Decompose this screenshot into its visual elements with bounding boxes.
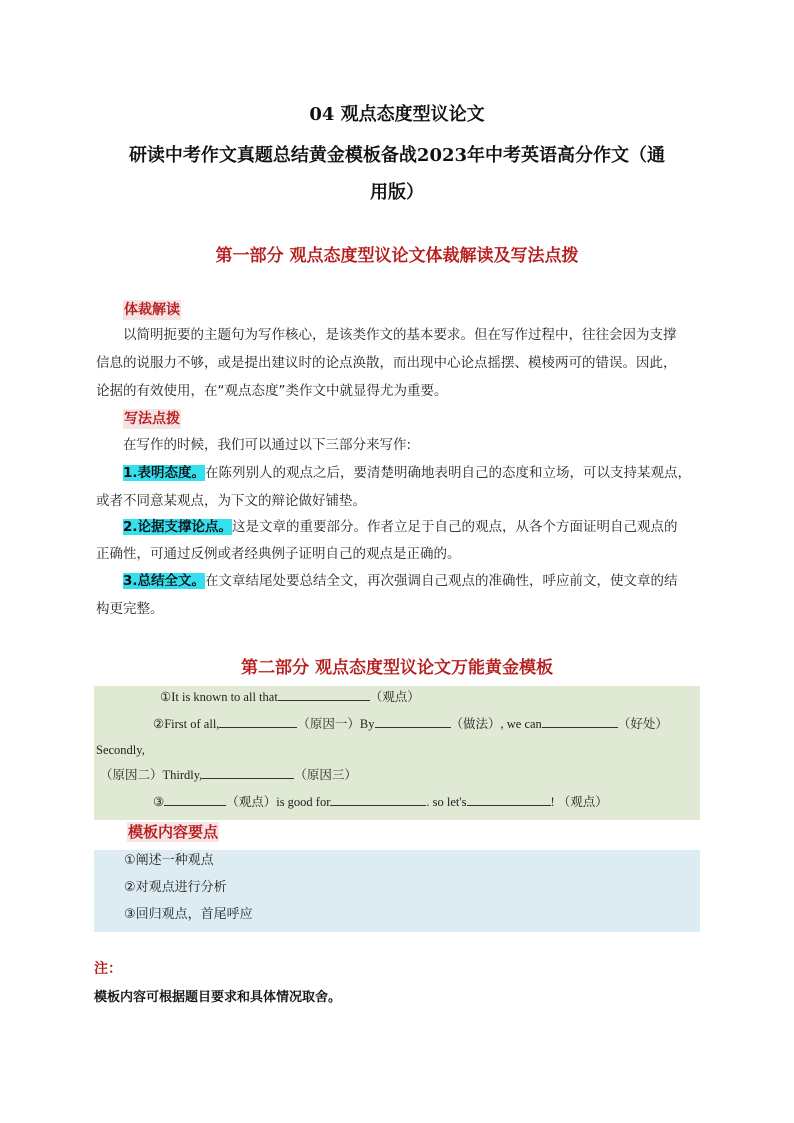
doc-title: 04 观点态度型议论文	[309, 104, 485, 125]
blank-benefit	[542, 715, 618, 728]
blank-thing	[330, 793, 426, 806]
blank-viewpoint-2	[164, 793, 226, 806]
template-l5-b: （观点）is good for	[226, 795, 331, 809]
genre-line-1: 以简明扼要的主题句为写作核心，是该类作文的基本要求。但在写作过程中，往往会因为支撑	[123, 327, 677, 343]
blank-reason-3	[202, 766, 294, 779]
tips-intro: 在写作的时候，我们可以通过以下三部分来写作:	[123, 437, 412, 453]
step-2-title: 2.论据支撑论点。	[123, 519, 233, 535]
template-line-3: Secondly,	[96, 743, 145, 757]
step-3-line-1	[123, 570, 678, 592]
step-1-text1: 在陈列别人的观点之后，要清楚明确地表明自己的态度和立场，可以支持某观点，	[205, 465, 692, 481]
template-l1-b: （观点）	[369, 690, 420, 704]
step-3-line-2: 构更完整。	[96, 601, 164, 617]
step-1-line-2: 或者不同意某观点，为下文的辩论做好铺垫。	[96, 493, 366, 509]
step-2-line-1	[123, 516, 678, 538]
genre-line-2: 信息的说服力不够，或是提出建议时的论点涣散，而出现中心论点摇摆、模棱两可的错误。因此，	[96, 355, 677, 371]
template-l4-a: （原因二）Thirdly,	[100, 768, 203, 782]
part1-heading: 第一部分 观点态度型议论文体裁解读及写法点拨	[215, 246, 579, 266]
genre-line-3: 论据的有效使用，在“观点态度”类作文中就显得尤为重要。	[96, 383, 448, 399]
template-line-4	[100, 766, 357, 784]
template-l5-c: . so let's	[426, 795, 467, 809]
blank-viewpoint-1	[278, 688, 370, 701]
key-point-3: ③回归观点，首尾呼应	[124, 907, 253, 922]
template-l2-d: （好处）	[617, 717, 668, 731]
step-1-line-1	[123, 462, 691, 484]
note-text: 模板内容可根据题目要求和具体情况取舍。	[94, 990, 342, 1005]
step-2-line-2: 正确性，可通过反例或者经典例子证明自己的观点是正确的。	[96, 546, 461, 562]
blank-method	[375, 715, 451, 728]
template-l2-c: （做法）, we can	[450, 717, 542, 731]
template-line-1	[160, 688, 420, 706]
template-l5-a: ③	[153, 795, 165, 809]
doc-subtitle-line1: 研读中考作文真题总结黄金模板备战2023年中考英语高分作文（通	[128, 145, 666, 166]
step-3-title: 3.总结全文。	[123, 573, 206, 589]
key-point-2: ②对观点进行分析	[124, 880, 227, 895]
template-line-5	[153, 793, 608, 811]
step-1-title: 1.表明态度。	[123, 465, 206, 481]
tips-label: 写法点拨	[124, 411, 180, 427]
part2-heading: 第二部分 观点态度型议论文万能黄金模板	[241, 658, 553, 678]
blank-action	[467, 793, 551, 806]
template-l4-b: （原因三）	[294, 768, 357, 782]
template-l2-a: ②First of all,	[153, 717, 220, 731]
step-3-text1: 在文章结尾处要总结全文，再次强调自己观点的准确性，呼应前文，使文章的结	[205, 573, 678, 589]
genre-label: 体裁解读	[124, 302, 180, 318]
key-points-label: 模板内容要点	[128, 823, 219, 841]
blank-reason-1	[219, 715, 297, 728]
template-l1-a: ①It is known to all that	[160, 690, 278, 704]
step-2-text1: 这是文章的重要部分。作者立足于自己的观点，从各个方面证明自己观点的	[232, 519, 678, 535]
template-l5-d: ! （观点）	[550, 795, 608, 809]
doc-subtitle-line2: 用版）	[370, 182, 424, 203]
key-point-1: ①阐述一种观点	[124, 853, 214, 868]
template-line-2	[153, 715, 668, 733]
template-l2-b: （原因一）By	[297, 717, 375, 731]
note-label: 注：	[94, 961, 122, 977]
